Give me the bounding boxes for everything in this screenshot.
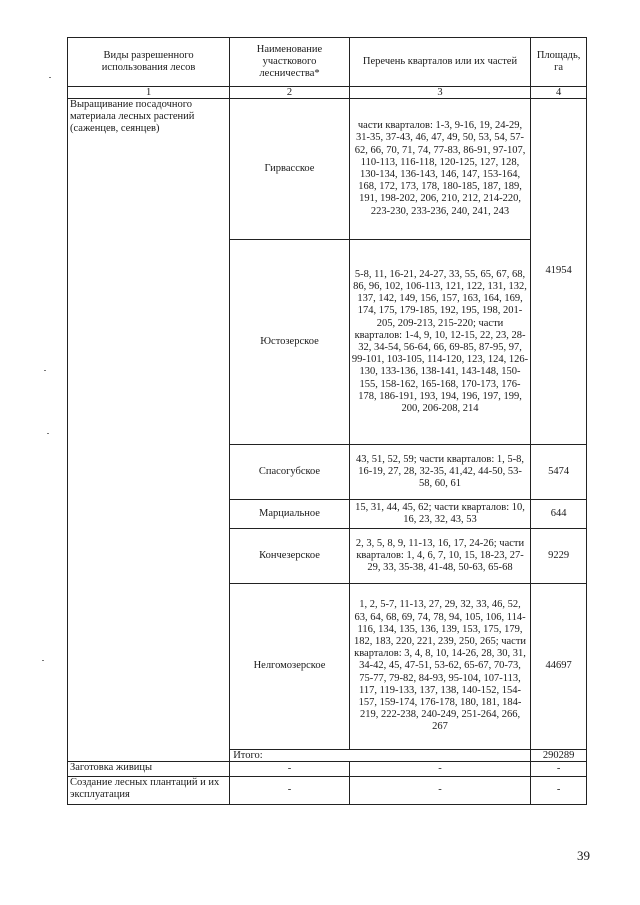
header-use-types: Виды разрешенного использования лесов bbox=[68, 38, 230, 87]
area-value: 9229 bbox=[531, 529, 587, 584]
column-number: 1 bbox=[68, 87, 230, 99]
forestry-name: Юстозерское bbox=[230, 240, 350, 445]
table-row bbox=[68, 762, 587, 777]
total-value: 290289 bbox=[531, 750, 587, 762]
forestry-name: Марциальное bbox=[230, 500, 350, 529]
dash-cell: - bbox=[230, 762, 350, 777]
table-row bbox=[68, 777, 587, 805]
column-number-row bbox=[68, 87, 587, 99]
header-quarters-list: Перечень кварталов или их частей bbox=[349, 38, 530, 87]
use-type-cell: Заготовка живицы bbox=[68, 762, 230, 777]
header-area: Площадь, га bbox=[531, 38, 587, 87]
scan-speck bbox=[49, 77, 51, 78]
forestry-name: Спасогубское bbox=[230, 445, 350, 500]
dash-cell: - bbox=[349, 762, 530, 777]
area-value: 44697 bbox=[531, 584, 587, 750]
area-value: 41954 bbox=[531, 99, 587, 445]
forestry-name: Гирвасское bbox=[230, 99, 350, 240]
header-forestry-name: Наименование участкового лесничества* bbox=[230, 38, 350, 87]
scan-speck bbox=[44, 370, 46, 371]
dash-cell: - bbox=[531, 777, 587, 805]
dash-cell: - bbox=[230, 777, 350, 805]
column-number: 2 bbox=[230, 87, 350, 99]
quarters-list: 1, 2, 5-7, 11-13, 27, 29, 32, 33, 46, 52, 63, 64, 68, 69, 74, 78, 94, 105, 106, 114-116, 134, 135, 136, 139, 153, 175, 179, 182, 183, 220, 221, 239, 250, 265; части кварталов: 3, 4, 8, 10, 14-26, 28, 30, 31, 34-42, 45, 47-51, 53-62, 65-67, 70-73, 75-77, 79-82, 84-93, 95-104, 107-113, 117, 119-133, 137, 138, 140-152, 154-157, 159-174, 176-178, 180, 181, 184-219, 222-238, 240-249, 251-264, 266, 267 bbox=[349, 584, 530, 750]
quarters-list: 2, 3, 5, 8, 9, 11-13, 16, 17, 24-26; части кварталов: 1, 4, 6, 7, 10, 15, 18-23, 27-29, 33, 35-38, 41-48, 50-63, 65-68 bbox=[349, 529, 530, 584]
area-value: 644 bbox=[531, 500, 587, 529]
forest-use-table bbox=[67, 37, 587, 805]
table-header-row bbox=[68, 38, 587, 87]
quarters-list: части кварталов: 1-3, 9-16, 19, 24-29, 31-35, 37-43, 46, 47, 49, 50, 53, 54, 57-62, 66, 70, 71, 74, 77-83, 86-91, 97-107, 110-113, 116-118, 120-125, 127, 128, 130-134, 136-143, 146, 147, 153-164, 168, 172, 173, 178, 180-185, 187, 189, 191, 198-202, 206, 210, 212, 214-220, 223-230, 233-236, 240, 241, 243 bbox=[349, 99, 530, 240]
column-number: 4 bbox=[531, 87, 587, 99]
quarters-list: 15, 31, 44, 45, 62; части кварталов: 10, 16, 23, 32, 43, 53 bbox=[349, 500, 530, 529]
area-value: 5474 bbox=[531, 445, 587, 500]
scan-speck bbox=[47, 433, 49, 434]
column-number: 3 bbox=[349, 87, 530, 99]
dash-cell: - bbox=[531, 762, 587, 777]
total-label: Итого: bbox=[230, 750, 531, 762]
use-type-cell: Выращивание посадочного материала лесных растений (саженцев, сеянцев) bbox=[68, 99, 230, 762]
page-number: 39 bbox=[577, 848, 590, 863]
quarters-list: 5-8, 11, 16-21, 24-27, 33, 55, 65, 67, 68, 86, 96, 102, 106-113, 121, 122, 131, 132, 137, 142, 149, 156, 157, 163, 164, 169, 174, 175, 179-185, 192, 195, 198, 201-205, 209-213, 215-220; части кварталов: 1-4, 9, 10, 12-15, 22, 23, 28-32, 34-54, 56-64, 66, 69-85, 87-95, 97, 99-101, 103-105, 114-120, 123, 124, 126-130, 133-136, 138-141, 143-148, 150-155, 158-162, 165-168, 170-173, 176-178, 186-191, 193, 194, 196, 197, 199, 200, 206-208, 214 bbox=[349, 240, 530, 445]
forestry-name: Кончезерское bbox=[230, 529, 350, 584]
quarters-list: 43, 51, 52, 59; части кварталов: 1, 5-8, 16-19, 27, 28, 32-35, 41,42, 44-50, 53-58, 60, 61 bbox=[349, 445, 530, 500]
use-type-cell: Создание лесных плантаций и их эксплуатация bbox=[68, 777, 230, 805]
dash-cell: - bbox=[349, 777, 530, 805]
forestry-name: Нелгомозерское bbox=[230, 584, 350, 750]
table-row bbox=[68, 99, 587, 240]
scan-speck bbox=[42, 660, 44, 661]
